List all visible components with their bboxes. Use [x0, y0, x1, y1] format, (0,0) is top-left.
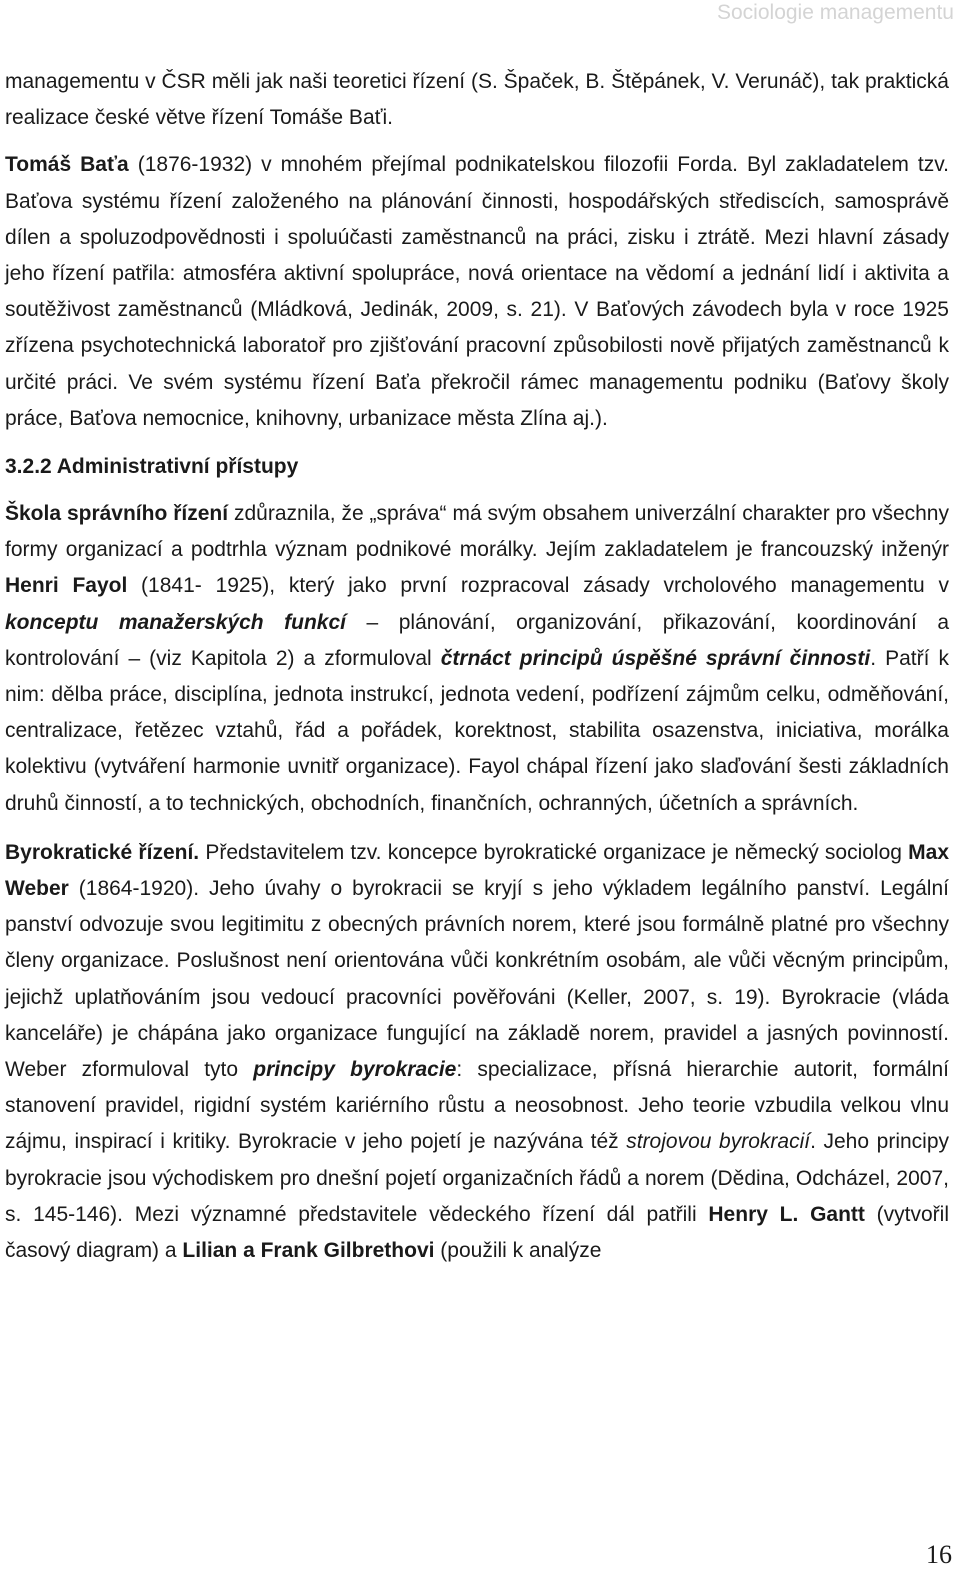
paragraph-text: (1841- 1925), který jako první rozpracoval zásady vrcholového managementu v [127, 574, 949, 598]
page-number: 16 [926, 1540, 952, 1569]
paragraph-text: . Jeho principy byrokracie jsou východiskem pro dnešní pojetí organizačních řádů a norem (Dědina, Odcházel, 2007, s. 145-146). Mezi významné představitele vědeckého řízení dál patřili [5, 1130, 950, 1226]
paragraph [5, 147, 949, 437]
paragraph-text: (1864-1920). Jeho úvahy o byrokracii se kryjí s jeho výkladem legálního panství. Legální panství odvozuje svou legitimitu z obecných právních norem, které jsou formálně platné pro všechny členy organizace. Poslušnost není orientována vůči konkrétním osobám, ale vůči věcným principům, jejichž uplatňováním jsou vedoucí pracovníci pověřováni (Keller, 2007, s. 19). Byrokracie (vláda kanceláře) je chápána jako organizace fungující na základě norem, pravidel a jasných povinností. Weber zformuloval tyto [5, 877, 949, 1082]
paragraph [5, 64, 949, 136]
bold-italic-term: čtrnáct principů úspěšné správní činnosti [440, 646, 871, 670]
document-body [5, 64, 949, 1269]
paragraph-text: (1876-1932) v mnohém přejímal podnikatelskou filozofii Forda. Byl zakladatelem tzv. Baťova systému řízení založeného na plánování činnosti, hospodářských střediscích, samosprávě dílen a spoluzodpovědnosti i spoluúčasti zaměstnanců na práci, zisku i ztrátě. Mezi hlavní zásady jeho řízení patřila: atmosféra aktivní spolupráce, nová orientace na vědomí a jednání lidí i aktivita a soutěživost zaměstnanců (Mládková, Jedinák, 2009, s. 21). V Baťových závodech byla v roce 1925 zřízena psychotechnická laboratoř pro zjišťování pracovní způsobilosti nově přijatých zaměstnanců k určité práci. Ve svém systému řízení Baťa překročil rámec managementu podniku (Baťovy školy práce, Baťova nemocnice, knihovny, urbanizace města Zlína aj.). [5, 153, 950, 430]
bold-name: Henry L. Gantt [708, 1202, 865, 1226]
italic-term: strojovou byrokracií [626, 1130, 811, 1154]
running-header: Sociologie managementu [717, 1, 954, 24]
paragraph-text: zdůraznila, že „správa“ má svým obsahem univerzální charakter pro všechny formy organizací a podtrhla význam podnikové morálky. Jejím zakladatelem je francouzský inženýr [5, 502, 949, 562]
bold-term: Škola správního řízení [5, 502, 229, 526]
paragraph-text: – plánování, organizování, přikazování, koordinování a kontrolování – (viz Kapitola 2) a zformuloval [5, 610, 949, 670]
paragraph-text: (vytvořil časový diagram) a [5, 1202, 949, 1263]
section-heading: 3.2.2 Administrativní přístupy [5, 455, 299, 479]
bold-italic-term: konceptu manažerských funkcí [5, 610, 346, 634]
bold-italic-term: principy byrokracie [253, 1058, 457, 1082]
bold-name: Henri Fayol [5, 574, 128, 598]
paragraph-text: Představitelem tzv. koncepce byrokratické organizace je německý sociolog [199, 840, 909, 864]
paragraph-text: . Patří k nim: dělba práce, disciplína, jednota instrukcí, jednota vedení, podřízení zájmům celku, odměňování, centralizace, řetězec vztahů, řád a pořádek, korektnost, stabilita osazenstva, iniciativa, morálka kolektivu (vytváření harmonie uvnitř organizace). Fayol chápal řízení jako slaďování šesti základních druhů činností, a to technických, obchodních, finančních, ochranných, účetních a správních. [5, 646, 949, 815]
paragraph [5, 496, 949, 822]
bold-name: Lilian a Frank Gilbrethovi [182, 1239, 435, 1263]
bold-name: Tomáš Baťa [5, 153, 129, 177]
bold-term: Byrokratické řízení. [5, 840, 200, 864]
paragraph-text: managementu v ČSR měli jak naši teoretici řízení (S. Špaček, B. Štěpánek, V. Verunáč), tak praktická realizace české větve řízení Tomáše Baťi. [5, 70, 949, 130]
bold-name: Max Weber [5, 840, 949, 901]
paragraph-text: : specializace, přísná hierarchie autorit, formální stanovení pravidel, rigidní systém kariérního růstu a neosobnost. Jeho teorie vzbudila velkou vlnu zájmu, inspirací i kritiky. Byrokracie v jeho pojetí je nazývána též [5, 1058, 949, 1154]
paragraph [5, 835, 949, 1269]
paragraph-text: (použili k analýze [434, 1239, 602, 1263]
